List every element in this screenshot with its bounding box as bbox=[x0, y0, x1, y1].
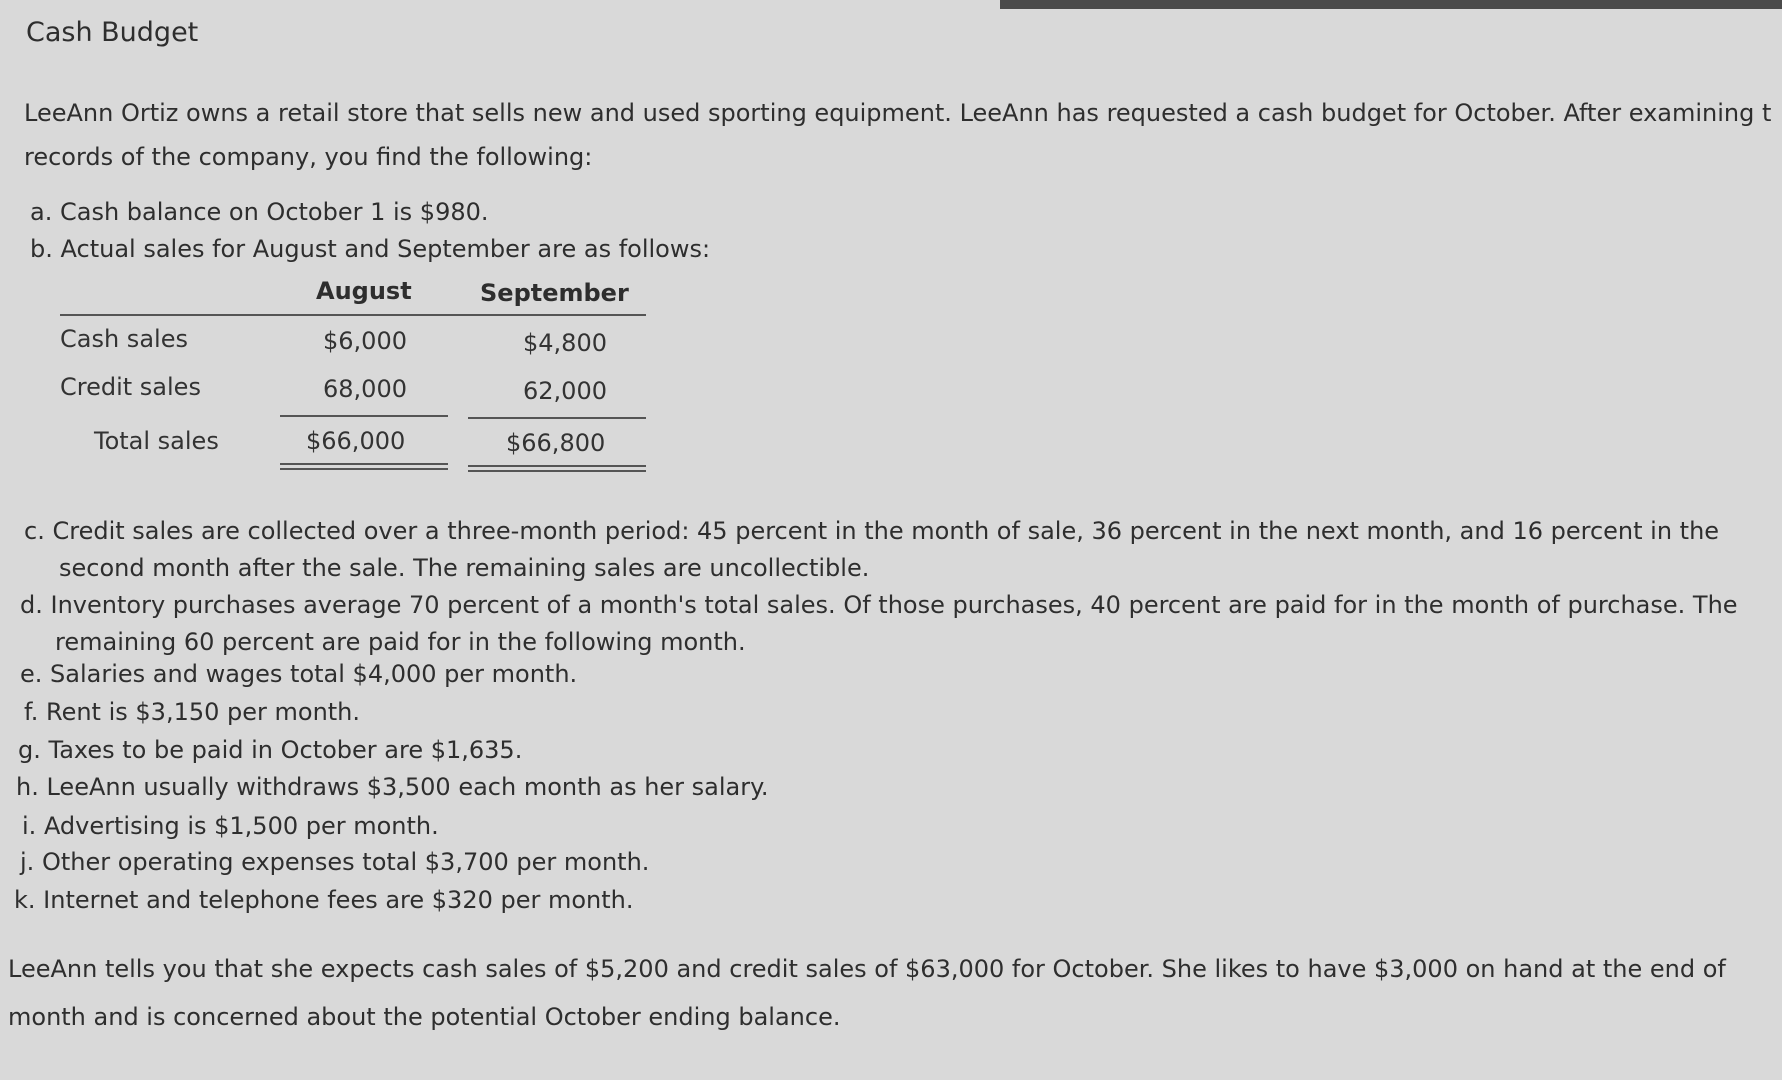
list-item-e bbox=[20, 660, 577, 688]
cell-september-cash-sales: $4,800 bbox=[523, 329, 607, 357]
item-text: Internet and telephone fees are $320 per month. bbox=[43, 886, 634, 914]
list-item-b bbox=[30, 235, 710, 263]
item-letter: j. bbox=[20, 848, 35, 876]
item-letter: k. bbox=[14, 886, 36, 914]
item-letter: e. bbox=[20, 660, 43, 688]
list-item-a bbox=[30, 198, 489, 226]
header-september: September bbox=[480, 279, 629, 307]
row-label-credit-sales: Credit sales bbox=[60, 373, 201, 401]
item-letter: g. bbox=[18, 736, 41, 764]
cell-september-total-sales: $66,800 bbox=[506, 429, 606, 457]
item-text: Inventory purchases average 70 percent of a month's total sales. Of those purchases, 40 percent are paid for in the month of purchase. The bbox=[50, 591, 1738, 619]
item-letter: i. bbox=[22, 812, 37, 840]
list-item-k bbox=[14, 886, 634, 914]
item-text: Cash balance on October 1 is $980. bbox=[59, 198, 489, 226]
item-text: Rent is $3,150 per month. bbox=[45, 698, 361, 726]
item-text: Credit sales are collected over a three-month period: 45 percent in the month of sale, 36 percent in the next month, and 16 percent in the bbox=[52, 517, 1720, 545]
closing-paragraph bbox=[8, 945, 1782, 1041]
row-label-cash-sales: Cash sales bbox=[60, 325, 188, 353]
item-text: Other operating expenses total $3,700 per month. bbox=[41, 848, 650, 876]
cell-september-credit-sales: 62,000 bbox=[523, 377, 607, 405]
cell-august-total-sales: $66,000 bbox=[306, 427, 406, 455]
total-double-rule-august bbox=[280, 463, 448, 470]
list-item-c bbox=[24, 513, 1719, 587]
item-letter: b. bbox=[30, 235, 53, 263]
item-text: Actual sales for August and September are as follows: bbox=[60, 235, 711, 263]
list-item-i bbox=[22, 812, 439, 840]
closing-line-1: LeeAnn tells you that she expects cash sales of $5,200 and credit sales of $63,000 for October. She likes to have $3,000 on hand at the end of bbox=[8, 955, 1726, 983]
item-text: Salaries and wages total $4,000 per month. bbox=[50, 660, 578, 688]
intro-paragraph bbox=[24, 91, 1782, 179]
list-item-j bbox=[20, 848, 649, 876]
intro-line-2: records of the company, you find the following: bbox=[24, 143, 593, 171]
cell-august-credit-sales: 68,000 bbox=[323, 375, 407, 403]
total-double-rule-september bbox=[468, 465, 646, 472]
item-letter: d. bbox=[20, 591, 43, 619]
header-august: August bbox=[316, 277, 412, 305]
sales-table bbox=[60, 277, 646, 477]
header-rule bbox=[60, 314, 646, 316]
item-letter: c. bbox=[24, 517, 45, 545]
item-letter: h. bbox=[16, 773, 39, 801]
item-text: Taxes to be paid in October are $1,635. bbox=[48, 736, 523, 764]
row-label-total-sales: Total sales bbox=[94, 427, 219, 455]
page-title: Cash Budget bbox=[26, 17, 199, 48]
item-continuation: second month after the sale. The remaining sales are uncollectible. bbox=[59, 554, 870, 582]
item-text: LeeAnn usually withdraws $3,500 each month as her salary. bbox=[46, 773, 769, 801]
item-text: Advertising is $1,500 per month. bbox=[43, 812, 439, 840]
closing-line-2: month and is concerned about the potential October ending balance. bbox=[8, 1003, 841, 1031]
list-item-h bbox=[16, 773, 769, 801]
item-letter: a. bbox=[30, 198, 53, 226]
list-item-d bbox=[20, 587, 1738, 661]
top-dark-strip bbox=[1000, 0, 1782, 9]
item-continuation: remaining 60 percent are paid for in the following month. bbox=[55, 628, 746, 656]
intro-line-1: LeeAnn Ortiz owns a retail store that sells new and used sporting equipment. LeeAnn has requested a cash budget for October. After examining t bbox=[24, 99, 1772, 127]
subtotal-rule-september bbox=[468, 417, 646, 419]
list-item-g bbox=[18, 736, 522, 764]
list-item-f bbox=[24, 698, 360, 726]
cell-august-cash-sales: $6,000 bbox=[323, 327, 407, 355]
item-letter: f. bbox=[24, 698, 39, 726]
subtotal-rule-august bbox=[280, 415, 448, 417]
